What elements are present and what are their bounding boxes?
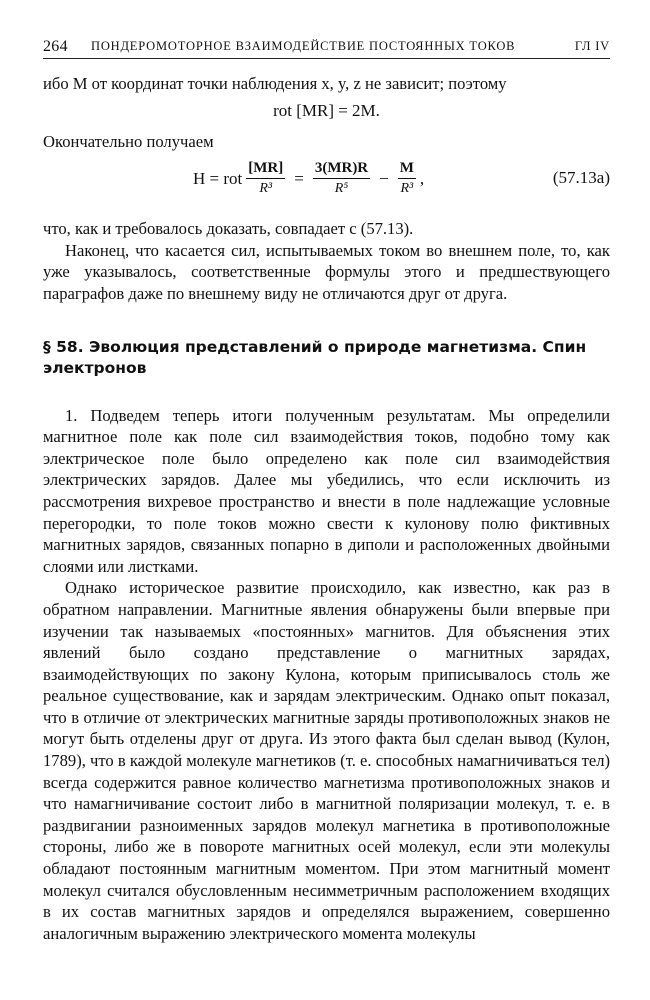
fraction-3	[398, 158, 416, 199]
intro-line: ибо M от координат точки наблюдения x, y, z не зависит; поэтому	[43, 74, 507, 93]
finally-text: Окончательно получаем	[43, 131, 214, 151]
para-after-equation: что, как и требовалось доказать, совпадает с (57.13).	[43, 219, 414, 239]
running-title: ПОНДЕРОМОТОРНОЕ ВЗАИМОДЕЙСТВИЕ ПОСТОЯННЫХ ТОКОВ	[91, 39, 516, 53]
paragraph-1: 1. Подведем теперь итоги полученным результатам. Мы определили магнитное поле как поле сил взаимодействия токов, подобно тому как электрическое поле было определено как поле сил взаимодействия электрических зарядов. Далее мы убедились, что если исключить из рассмотрения вихревое пространство и внести в поле надлежащие условные перегородки, то поле токов можно свести к кулонову полю фиктивных магнитных зарядов, связанных попарно в диполи и расположенных двойными слоями или листками.	[43, 405, 610, 576]
fraction-3-denominator: R³	[400, 181, 414, 197]
fraction-1	[246, 158, 285, 199]
chapter-label: ГЛ IV	[574, 39, 610, 53]
fraction-3-numerator: M	[398, 158, 416, 179]
fraction-1-numerator: [MR]	[246, 158, 285, 179]
equation-number: (57.13a)	[552, 168, 610, 188]
running-header	[43, 36, 610, 59]
section-title: § 58. Эволюция представлений о природе магнетизма. Спин электронов	[43, 337, 587, 377]
equation-body	[193, 158, 424, 199]
equation-comma: ,	[419, 168, 425, 188]
fraction-2-denominator: R⁵	[334, 181, 349, 197]
equation-lhs: H = rot	[193, 168, 243, 188]
page-number: 264	[43, 38, 68, 55]
para-finally: Наконец, что касается сил, испытываемых током во внешнем поле, то, как уже указывалось, соответственные формулы этого и предшествующего параграфов даже по внешнему виду не отличаются друг от друга.	[43, 240, 610, 303]
fraction-2-numerator: 3(MR)R	[313, 158, 370, 179]
equation-57-13a	[43, 154, 610, 212]
minus-sign: −	[379, 168, 389, 188]
book-page	[43, 36, 610, 944]
equals-sign: =	[294, 168, 304, 188]
fraction-2	[313, 158, 370, 199]
paragraph-2: Однако историческое развитие происходило, как известно, как раз в обратном направлении. Магнитные явления обнаружены были впервые при изучении так называемых «постоянных» магнитов. Для объяснения этих явлений было создано представление о магнитных зарядах, взаимодействующих по закону Кулона, которым приписывалось столь же реальное существование, как и зарядам электрическим. Однако опыт показал, что в отличие от электрических магнитные заряды противоположных знаков не могут быть отделены друг от друга. Из этого факта был сделан вывод (Кулон, 1789), что в каждой молекуле магнетиков (т. е. способных намагничиваться тел) всегда содержится равное количество магнетизма противоположных знаков и что намагничивание состоит либо в магнитной поляризации молекул, т. е. в раздвигании разноименных зарядов молекул магнетика в противоположные стороны, либо же в повороте магнитных осей молекул, если эти молекулы обладают постоянным магнитным моментом. При этом магнитный момент молекул считался обусловленным несимметричным расположением входящих в их состав магнитных зарядов и определялся выражением, совершенно аналогичным выражению электрического момента молекулы	[43, 578, 610, 943]
formula-rot: rot [MR] = 2M.	[273, 100, 380, 120]
fraction-1-denominator: R³	[259, 181, 273, 197]
